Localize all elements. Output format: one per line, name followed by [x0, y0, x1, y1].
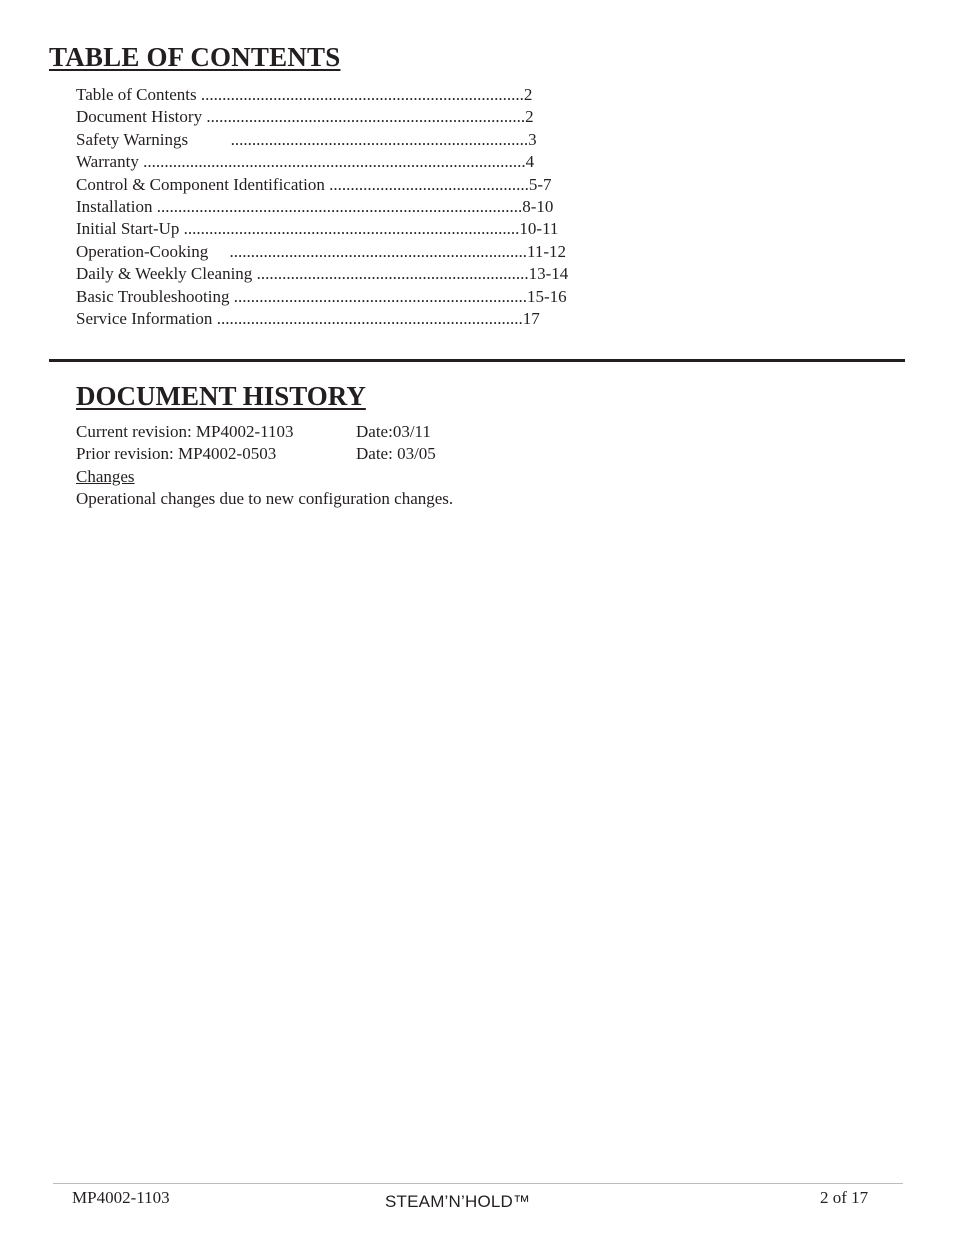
toc-entry-page: 5-7: [528, 174, 552, 194]
toc-entry-label: Document History: [76, 107, 207, 127]
toc-entry-label: Installation: [76, 196, 157, 216]
toc-entry-label: Service Information: [76, 308, 217, 328]
toc-entry-page: 8-10: [522, 196, 554, 216]
footer-product-name: STEAM’N’HOLD™: [385, 1192, 531, 1211]
toc-leader-dots: ...............................................: [329, 174, 529, 194]
current-revision-date: Date:03/11: [356, 422, 431, 441]
section-divider: [49, 359, 905, 362]
toc-title: TABLE OF CONTENTS: [49, 42, 341, 72]
toc-leader-dots: ..........................................................................................: [143, 152, 526, 172]
toc-leader-dots: ................................................................: [256, 264, 529, 284]
toc-leader-dots: ........................................................................: [216, 308, 523, 328]
footer-page-indicator: 2 of 17: [820, 1188, 869, 1207]
toc-entry-label: Table of Contents: [76, 85, 201, 104]
toc-entry: [76, 196, 568, 218]
prior-revision-row: [76, 443, 453, 465]
prior-revision: Prior revision: MP4002-0503: [76, 444, 277, 464]
toc-entry-label: Basic Troubleshooting: [76, 286, 234, 306]
toc-entry: [76, 286, 568, 308]
toc-entry: [76, 151, 568, 173]
toc-entry-page: 13-14: [528, 264, 569, 284]
current-revision-row: [76, 421, 453, 443]
toc-entry-page: 17: [522, 308, 540, 328]
toc-list: [76, 84, 568, 330]
current-revision: Current revision: MP4002-1103: [76, 422, 294, 441]
toc-entry-page: 2: [525, 107, 534, 127]
toc-leader-dots: ......................................................................: [230, 129, 529, 149]
toc-entry-label: Control & Component Identification: [76, 174, 330, 194]
toc-entry-label: Warranty: [76, 152, 144, 172]
footer-rule: [53, 1183, 903, 1184]
toc-entry-page: 2: [523, 85, 533, 104]
toc-leader-dots: ...............................................................................: [183, 219, 520, 239]
toc-entry-page: 4: [525, 152, 535, 172]
toc-entry-page: 15-16: [527, 286, 567, 306]
toc-entry: [76, 129, 568, 151]
toc-entry: [76, 174, 568, 196]
toc-leader-dots: ............................................................................: [200, 85, 524, 104]
toc-entry-page: 11-12: [526, 241, 566, 261]
toc-entry: [76, 218, 568, 240]
changes-label-row: [76, 466, 453, 488]
toc-entry-label: Daily & Weekly Cleaning: [76, 264, 257, 284]
toc-leader-dots: .....................................................................: [233, 286, 527, 306]
document-history-title: DOCUMENT HISTORY: [76, 381, 366, 411]
changes-text: Operational changes due to new configuration changes.: [76, 489, 454, 509]
toc-leader-dots: ......................................................................: [229, 241, 527, 261]
toc-entry-label: Operation-Cooking: [76, 241, 230, 261]
toc-entry-label: Safety Warnings: [76, 129, 231, 149]
changes-label: Changes: [76, 466, 135, 486]
document-history-block: [76, 421, 453, 511]
toc-leader-dots: ......................................................................................: [156, 196, 523, 216]
footer-doc-number: MP4002-1103: [72, 1188, 170, 1207]
toc-leader-dots: ...........................................................................: [206, 107, 526, 127]
toc-entry: [76, 106, 568, 128]
changes-text-row: [76, 488, 453, 510]
toc-entry: [76, 263, 568, 285]
toc-entry: [76, 84, 568, 106]
toc-entry-page: 10-11: [519, 219, 559, 239]
prior-revision-date: Date: 03/05: [356, 444, 436, 464]
toc-entry-label: Initial Start-Up: [76, 219, 184, 239]
toc-entry: [76, 308, 568, 330]
toc-entry: [76, 241, 568, 263]
toc-entry-page: 3: [528, 129, 537, 149]
